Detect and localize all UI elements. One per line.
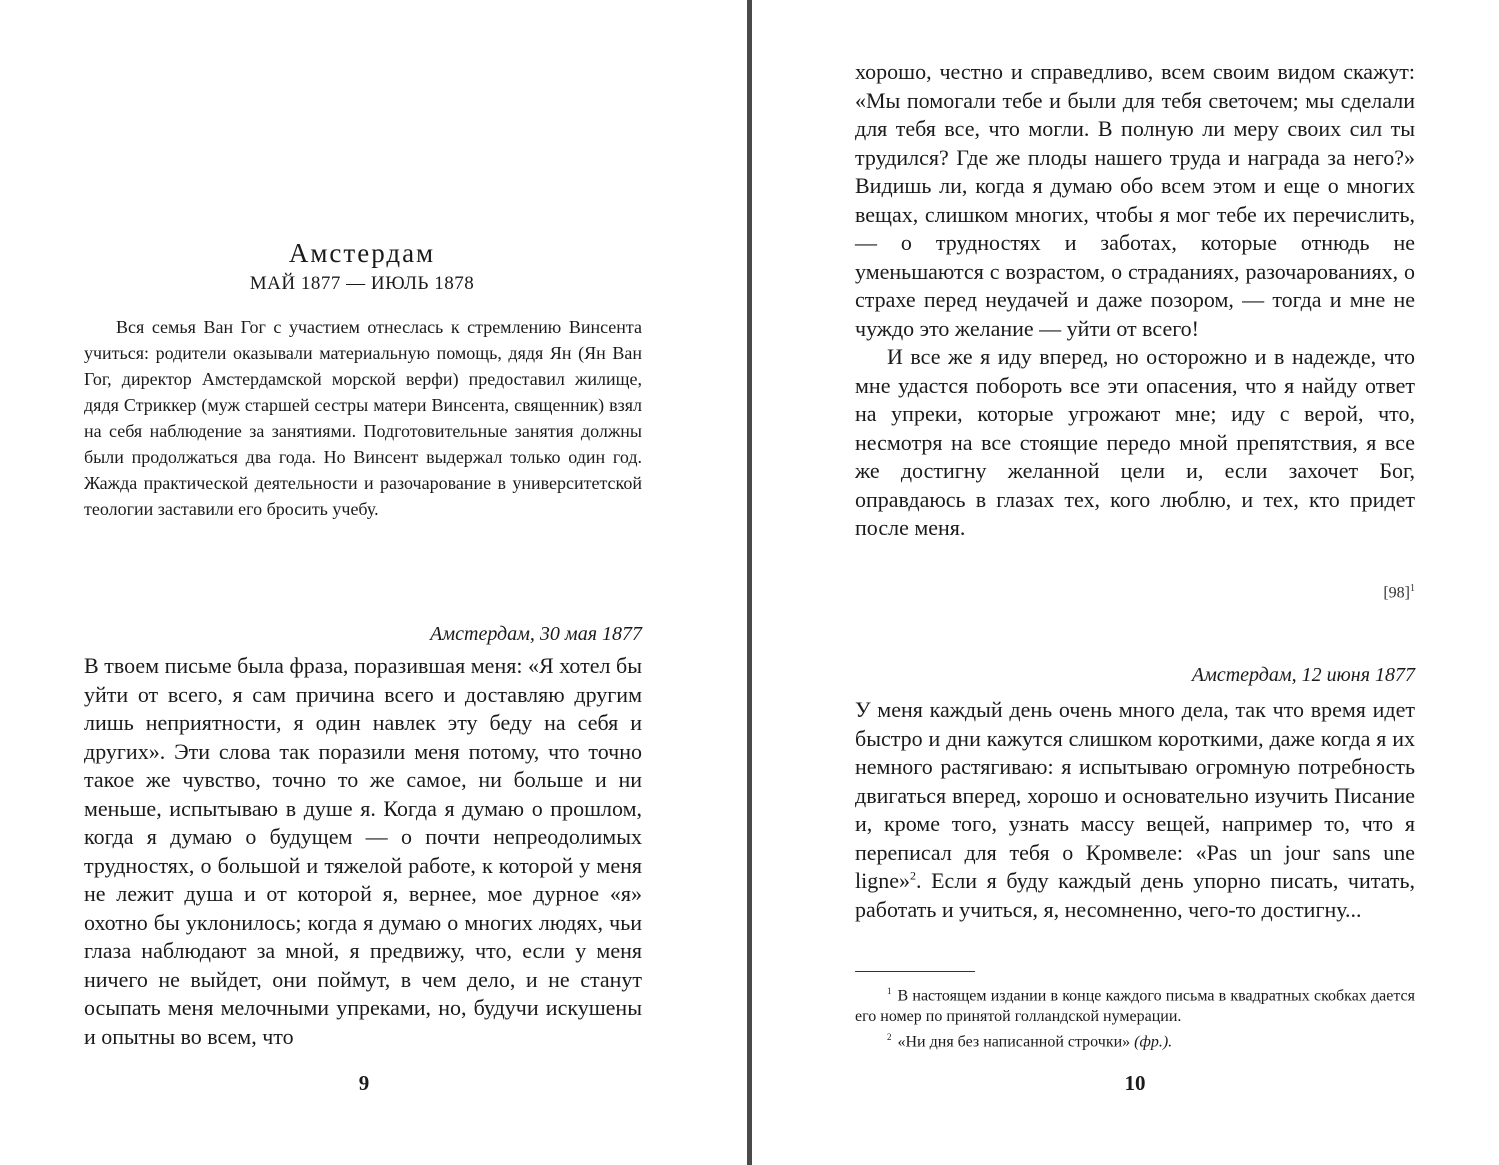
page-number: 9 <box>358 1071 370 1095</box>
page-number: 10 <box>1124 1071 1146 1095</box>
left-page <box>0 0 748 1165</box>
letter-body <box>855 696 1415 924</box>
letter-paragraph: И все же я иду вперед, но осторожно и в надежде, что мне удастся побороть все эти опасения, что я найду ответ на упреки, которые угрожают мне; иду с верой, что, несмотря на все стоящие передо мной препятствия, я все же достигну желанной цели и, если захочет Бог, оправдаюсь в глазах тех, кого люблю, и тех, кто придет после меня. <box>855 344 1415 540</box>
footnote-1 <box>855 981 1415 1027</box>
chapter-dates: МАЙ 1877 — ИЮЛЬ 1878 <box>249 273 475 294</box>
footnote-divider <box>855 971 975 972</box>
letter-reference <box>855 578 1415 604</box>
footnote-marker: 2 <box>910 868 916 883</box>
letter-continuation <box>855 58 1415 543</box>
letter-body: В твоем письме была фраза, поразившая меня: «Я хотел бы уйти от всего, я сам причина всего и доставляю другим лишь неприятности, я один навлек эту беду на себя и других». Эти слова так поразили меня потому, что точно такое же чувство, точно то же самое, ни больше и ни меньше, испытываю в душе я. Когда я думаю о прошлом, когда я думаю о будущем — о почти непреодолимых трудностях, о большой и тяжелой работе, к которой у меня не лежит душа и от которой я, вернее, мое дурное «я» охотно бы уклонилось; когда я думаю о многих людях, чьи глаза наблюдают за мной, я предвижу, что, если у меня ничего не выйдет, они поймут, в чем дело, и не станут осыпать меня мелочными упреками, но, будучи искушены и опытны во всем, что <box>84 653 642 1049</box>
footnote-2 <box>855 1027 1415 1052</box>
letter-dateline: Амстердам, 12 июня 1877 <box>1191 664 1415 686</box>
letter-dateline: Амстердам, 30 мая 1877 <box>430 623 642 645</box>
footnote-text: «Ни дня без написанной строчки» <box>897 1033 1131 1051</box>
footnotes <box>855 981 1415 1053</box>
chapter-title: Амстердам <box>288 238 436 268</box>
footnote-marker: 1 <box>1410 583 1415 594</box>
footnote-number: 1 <box>887 986 892 996</box>
chapter-intro: Вся семья Ван Гог с участием отнеслась к стремлению Винсента учиться: родители оказывали материальную помощь, дядя Ян (Ян Ван Гог, директор Амстердамской морской верфи) предоставил жилище, дядя Стриккер (муж старшей сестры матери Винсента, священник) взял на себя наблюдение за занятиями. Подготовительные занятия должны были продолжаться два года. Но Винсент выдержал только один год. Жажда практической деятельности и разочарование в университетской теологии заставили его бросить учебу. <box>84 317 642 519</box>
letter-number: [98] <box>1383 584 1410 602</box>
letter-text: У меня каждый день очень много дела, так что время идет быстро и дни кажутся слишком короткими, даже когда я их немного растягиваю: я испытываю огромную потребность двигаться вперед, хорошо и основательно изучить Писание и, кроме того, узнать массу вещей, например то, что я переписал для тебя о Кромвеле: «Pas un jour sans une ligne» <box>855 697 1415 893</box>
footnote-text: В настоящем издании в конце каждого письма в квадратных скобках дается его номер по принятой голландской нумерации. <box>855 987 1415 1026</box>
letter-paragraph: хорошо, честно и справедливо, всем своим видом скажут: «Мы помогали тебе и были для тебя светочем; мы сделали для тебя все, что могли. В полную ли меру своих сил ты трудился? Где же плоды нашего труда и награда за него?» Видишь ли, когда я думаю обо всем этом и еще о многих вещах, слишком многих, чтобы я мог тебе их перечислить, — о трудностях и заботах, которые отнюдь не уменьшаются с возрастом, о страданиях, разочарованиях, о страхе перед неудачей и даже позором, — тогда и мне не чуждо это желание — уйти от всего! <box>855 59 1415 341</box>
footnote-language: (фр.). <box>1134 1033 1173 1051</box>
letter-text: . Если я буду каждый день упорно писать, читать, работать и учиться, я, несомненно, чего-то достигну... <box>855 868 1415 922</box>
footnote-number: 2 <box>887 1032 892 1043</box>
